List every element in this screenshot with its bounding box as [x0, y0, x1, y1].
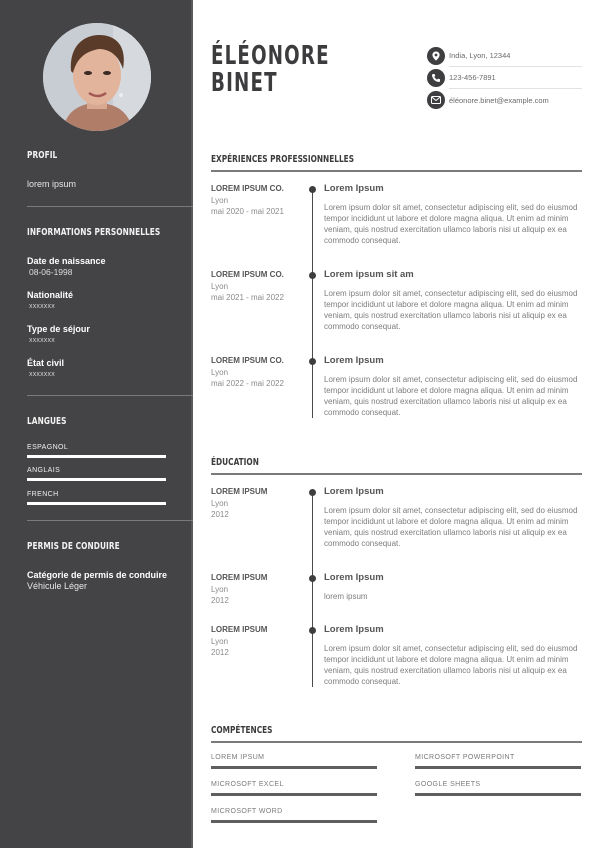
residence-type-label: Type de séjour [27, 324, 90, 334]
timeline-dot [309, 575, 316, 582]
license-heading: PERMIS DE CONDUIRE [27, 541, 120, 552]
birthdate-label: Date de naissance [27, 256, 106, 266]
entry-organization: LOREM IPSUM CO. [211, 184, 284, 193]
entry-description: Lorem ipsum dolor sit amet, consectetur adipiscing elit, sed do eiusmod tempor incididunt ut labore et dolore magna aliqua. Ut enim ad minim veniam, quis nostrud exercitation ullamco laboris nisi ut aliquip ex ea commodo consequat. [324, 506, 578, 548]
skill-label: LOREM IPSUM [211, 754, 265, 761]
skill-level-bar [211, 766, 377, 769]
contact-phone [427, 69, 582, 91]
entry-dates: mai 2020 - mai 2021 [211, 207, 284, 216]
candidate-name [211, 43, 330, 97]
entry-city: Lyon [211, 282, 229, 291]
entry-description: Lorem ipsum dolor sit amet, consectetur adipiscing elit, sed do eiusmod tempor incididunt ut labore et dolore magna aliqua. Ut enim ad minim veniam, quis nostrud exercitation ullamco laboris nisi ut aliquip ex ea commodo consequat. [324, 644, 578, 686]
contact-address [427, 47, 582, 69]
last-name: BINET [211, 68, 278, 98]
license-category-value: Véhicule Léger [27, 581, 88, 591]
timeline-dot [309, 627, 316, 634]
phone-text: 123-456-7891 [449, 73, 496, 82]
entry-dates: mai 2022 - mai 2022 [211, 379, 284, 388]
contact-separator [449, 88, 582, 89]
marital-status-label: État civil [27, 358, 65, 368]
skill-level-bar [211, 793, 377, 796]
language-level-bar [27, 478, 166, 481]
location-pin-icon [427, 47, 445, 65]
address-text: India, Lyon, 12344 [449, 51, 511, 60]
entry-description: lorem ipsum [324, 592, 368, 601]
first-name: ÉLÉONORE [211, 41, 330, 71]
skill-label: MICROSOFT POWERPOINT [415, 754, 515, 761]
experience-heading: EXPÉRIENCES PROFESSIONNELLES [211, 154, 355, 165]
nationality-label: Nationalité [27, 290, 74, 300]
skill-label: MICROSOFT WORD [211, 808, 283, 815]
section-rule [211, 170, 582, 172]
sidebar-divider [27, 206, 193, 207]
languages-heading: LANGUES [27, 416, 67, 427]
entry-description: Lorem ipsum dolor sit amet, consectetur adipiscing elit, sed do eiusmod tempor incididunt ut labore et dolore magna aliqua. Ut enim ad minim veniam, quis nostrud exercitation ullamco laboris nisi ut aliquip ex ea commodo consequat. [324, 289, 578, 331]
language-level-bar [27, 455, 166, 458]
contact-email [427, 91, 582, 113]
entry-city: Lyon [211, 637, 229, 646]
language-label: ANGLAIS [27, 467, 61, 474]
sidebar [0, 0, 193, 848]
profile-text: lorem ipsum [27, 179, 77, 189]
entry-dates: mai 2021 - mai 2022 [211, 293, 284, 302]
entry-city: Lyon [211, 196, 229, 205]
entry-institution: LOREM IPSUM [211, 625, 268, 634]
timeline-dot [309, 272, 316, 279]
phone-icon [427, 69, 445, 87]
skill-label: GOOGLE SHEETS [415, 781, 481, 788]
skill-level-bar [415, 766, 581, 769]
timeline-dot [309, 489, 316, 496]
email-text: éléonore.binet@example.com [449, 96, 549, 105]
skill-label: MICROSOFT EXCEL [211, 781, 284, 788]
entry-institution: LOREM IPSUM [211, 487, 268, 496]
entry-title: Lorem Ipsum [324, 624, 384, 635]
entry-description: Lorem ipsum dolor sit amet, consectetur adipiscing elit, sed do eiusmod tempor incididunt ut labore et dolore magna aliqua. Ut enim ad minim veniam, quis nostrud exercitation ullamco laboris nisi ut aliquip ex ea commodo consequat. [324, 203, 578, 245]
experience-timeline [312, 189, 313, 418]
timeline-dot [309, 358, 316, 365]
entry-description: Lorem ipsum dolor sit amet, consectetur adipiscing elit, sed do eiusmod tempor incididunt ut labore et dolore magna aliqua. Ut enim ad minim veniam, quis nostrud exercitation ullamco laboris nisi ut aliquip ex ea commodo consequat. [324, 375, 578, 417]
language-level-bar [27, 502, 166, 505]
entry-year: 2012 [211, 648, 229, 657]
marital-status-value: xxxxxxx [29, 371, 55, 378]
entry-title: Lorem Ipsum [324, 355, 384, 366]
entry-institution: LOREM IPSUM [211, 573, 268, 582]
entry-title: Lorem ipsum sit am [324, 269, 414, 280]
language-label: FRENCH [27, 491, 59, 498]
personal-info-heading: INFORMATIONS PERSONNELLES [27, 227, 161, 238]
skill-level-bar [415, 793, 581, 796]
entry-title: Lorem Ipsum [324, 486, 384, 497]
portrait-image [43, 23, 151, 131]
license-category-label: Catégorie de permis de conduire [27, 570, 168, 580]
language-label: ESPAGNOL [27, 444, 69, 451]
education-heading: ÉDUCATION [211, 457, 259, 468]
section-rule [211, 741, 582, 743]
profile-heading: PROFIL [27, 150, 58, 161]
envelope-icon [427, 91, 445, 109]
residence-type-value: xxxxxxx [29, 337, 55, 344]
entry-organization: LOREM IPSUM CO. [211, 356, 284, 365]
sidebar-divider [27, 395, 193, 396]
entry-year: 2012 [211, 596, 229, 605]
education-timeline [312, 492, 313, 687]
entry-organization: LOREM IPSUM CO. [211, 270, 284, 279]
entry-title: Lorem Ipsum [324, 572, 384, 583]
entry-year: 2012 [211, 510, 229, 519]
contact-separator [449, 66, 582, 67]
timeline-dot [309, 186, 316, 193]
entry-city: Lyon [211, 368, 229, 377]
entry-title: Lorem Ipsum [324, 183, 384, 194]
skill-level-bar [211, 820, 377, 823]
nationality-value: xxxxxxx [29, 303, 55, 310]
section-rule [211, 473, 582, 475]
sidebar-divider [27, 520, 193, 521]
entry-city: Lyon [211, 585, 229, 594]
skills-heading: COMPÉTENCES [211, 725, 273, 736]
profile-photo [43, 23, 151, 131]
entry-city: Lyon [211, 499, 229, 508]
birthdate-value: 08-06-1998 [29, 267, 73, 277]
